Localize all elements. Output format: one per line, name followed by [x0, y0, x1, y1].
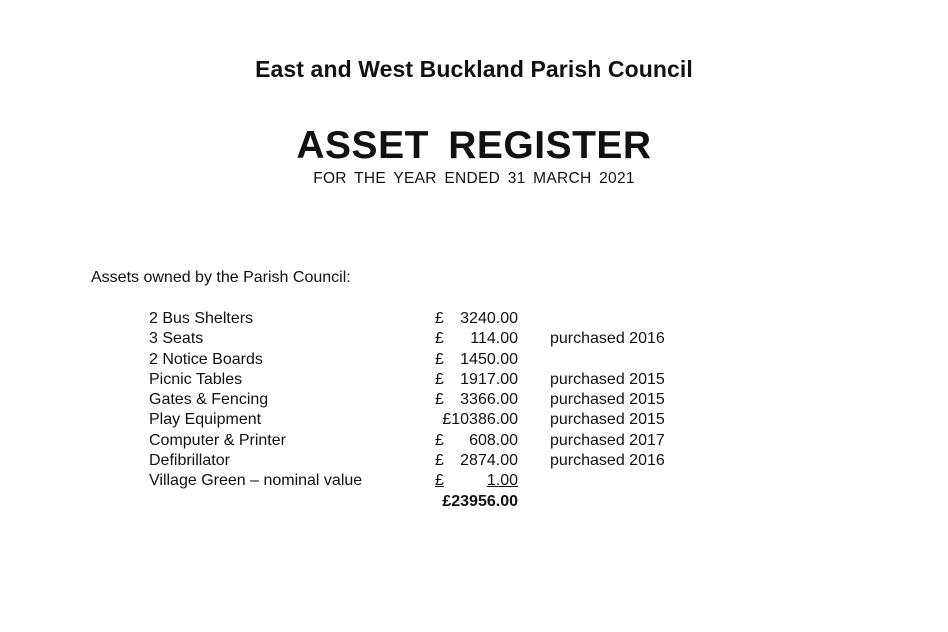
- asset-list: [0, 309, 948, 512]
- asset-amount: 2874.00: [460, 452, 518, 470]
- asset-row: [0, 451, 948, 471]
- asset-amount: 1.00: [486, 472, 518, 490]
- currency-symbol: £: [435, 472, 444, 490]
- asset-name: Computer & Printer: [149, 431, 286, 449]
- asset-amount: 3240.00: [460, 310, 518, 327]
- total-amount: £23956.00: [442, 492, 518, 510]
- asset-row: [0, 350, 948, 370]
- asset-note: purchased 2017: [550, 431, 665, 449]
- asset-row: [0, 370, 948, 390]
- currency-symbol: £: [435, 452, 444, 470]
- asset-name: Village Green – nominal value: [149, 472, 363, 490]
- asset-amount: 608.00: [469, 431, 518, 449]
- asset-name: Play Equipment: [149, 411, 262, 429]
- asset-amount: 114.00: [470, 330, 518, 348]
- currency-symbol: £: [435, 391, 444, 409]
- total-row: [0, 492, 948, 512]
- asset-name: Picnic Tables: [149, 370, 243, 388]
- intro-text: Assets owned by the Parish Council:: [91, 269, 351, 286]
- asset-row: [0, 309, 948, 329]
- asset-note: purchased 2016: [550, 452, 665, 470]
- asset-name: 2 Bus Shelters: [149, 310, 254, 327]
- asset-note: purchased 2016: [550, 330, 665, 348]
- asset-amount: 1450.00: [460, 350, 518, 368]
- currency-symbol: £: [435, 330, 444, 348]
- asset-row: [0, 390, 948, 410]
- asset-note: purchased 2015: [550, 370, 665, 388]
- currency-symbol: £: [435, 370, 444, 388]
- page-title: ASSET REGISTER: [296, 124, 652, 167]
- currency-symbol: £: [435, 431, 444, 449]
- asset-row: [0, 410, 948, 430]
- asset-amount: 3366.00: [460, 391, 518, 409]
- asset-note: purchased 2015: [550, 391, 665, 409]
- asset-name: Defibrillator: [149, 452, 230, 470]
- asset-row: [0, 329, 948, 349]
- asset-amount: £10386.00: [442, 411, 518, 429]
- asset-name: Gates & Fencing: [149, 391, 269, 409]
- page-subtitle: FOR THE YEAR ENDED 31 MARCH 2021: [313, 170, 635, 187]
- asset-amount: 1917.00: [460, 370, 518, 388]
- currency-symbol: £: [435, 310, 444, 327]
- asset-name: 2 Notice Boards: [149, 350, 263, 368]
- currency-symbol: £: [435, 350, 444, 368]
- asset-note: purchased 2015: [550, 411, 665, 429]
- asset-name: 3 Seats: [149, 330, 204, 348]
- council-name: East and West Buckland Parish Council: [255, 56, 693, 82]
- asset-row: [0, 471, 948, 491]
- asset-row: [0, 431, 948, 451]
